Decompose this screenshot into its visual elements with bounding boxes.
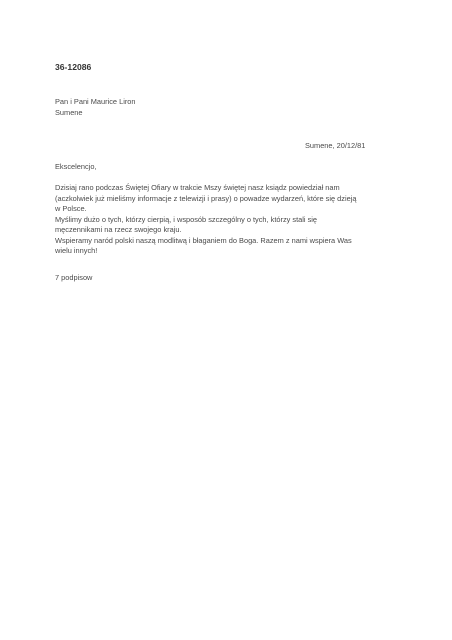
recipient-town: Sumene bbox=[55, 107, 83, 117]
recipient-address bbox=[55, 97, 136, 118]
salutation: Ekscelencjo, bbox=[55, 162, 97, 171]
body-line: wielu innych! bbox=[55, 246, 98, 255]
recipient-name: Pan i Pani Maurice Liron bbox=[55, 97, 136, 106]
reference-number: 36-12086 bbox=[55, 62, 92, 72]
letter-date: Sumene, 20/12/81 bbox=[305, 141, 366, 150]
body-line: Dzisiaj rano podczas Świętej Ofiary w trakcie Mszy świętej nasz ksiądz powiedział nam bbox=[55, 183, 340, 192]
body-line: (aczkolwiek już mieliśmy informacje z telewizji i prasy) o powadze wydarzeń, które się dzieją bbox=[55, 193, 357, 203]
body-line: Myślimy dużo o tych, którzy cierpią, i wsposób szczególny o tych, którzy stali się bbox=[55, 214, 318, 224]
letter-body bbox=[55, 183, 385, 257]
body-line: męczennikami na rzecz swojego kraju. bbox=[55, 225, 182, 234]
body-line: Wspieramy naród polski naszą modlitwą i błaganiem do Boga. Razem z nami wspiera Was bbox=[55, 235, 352, 245]
signatures-note: 7 podpisow bbox=[55, 273, 93, 282]
body-line: w Polsce. bbox=[55, 204, 87, 213]
